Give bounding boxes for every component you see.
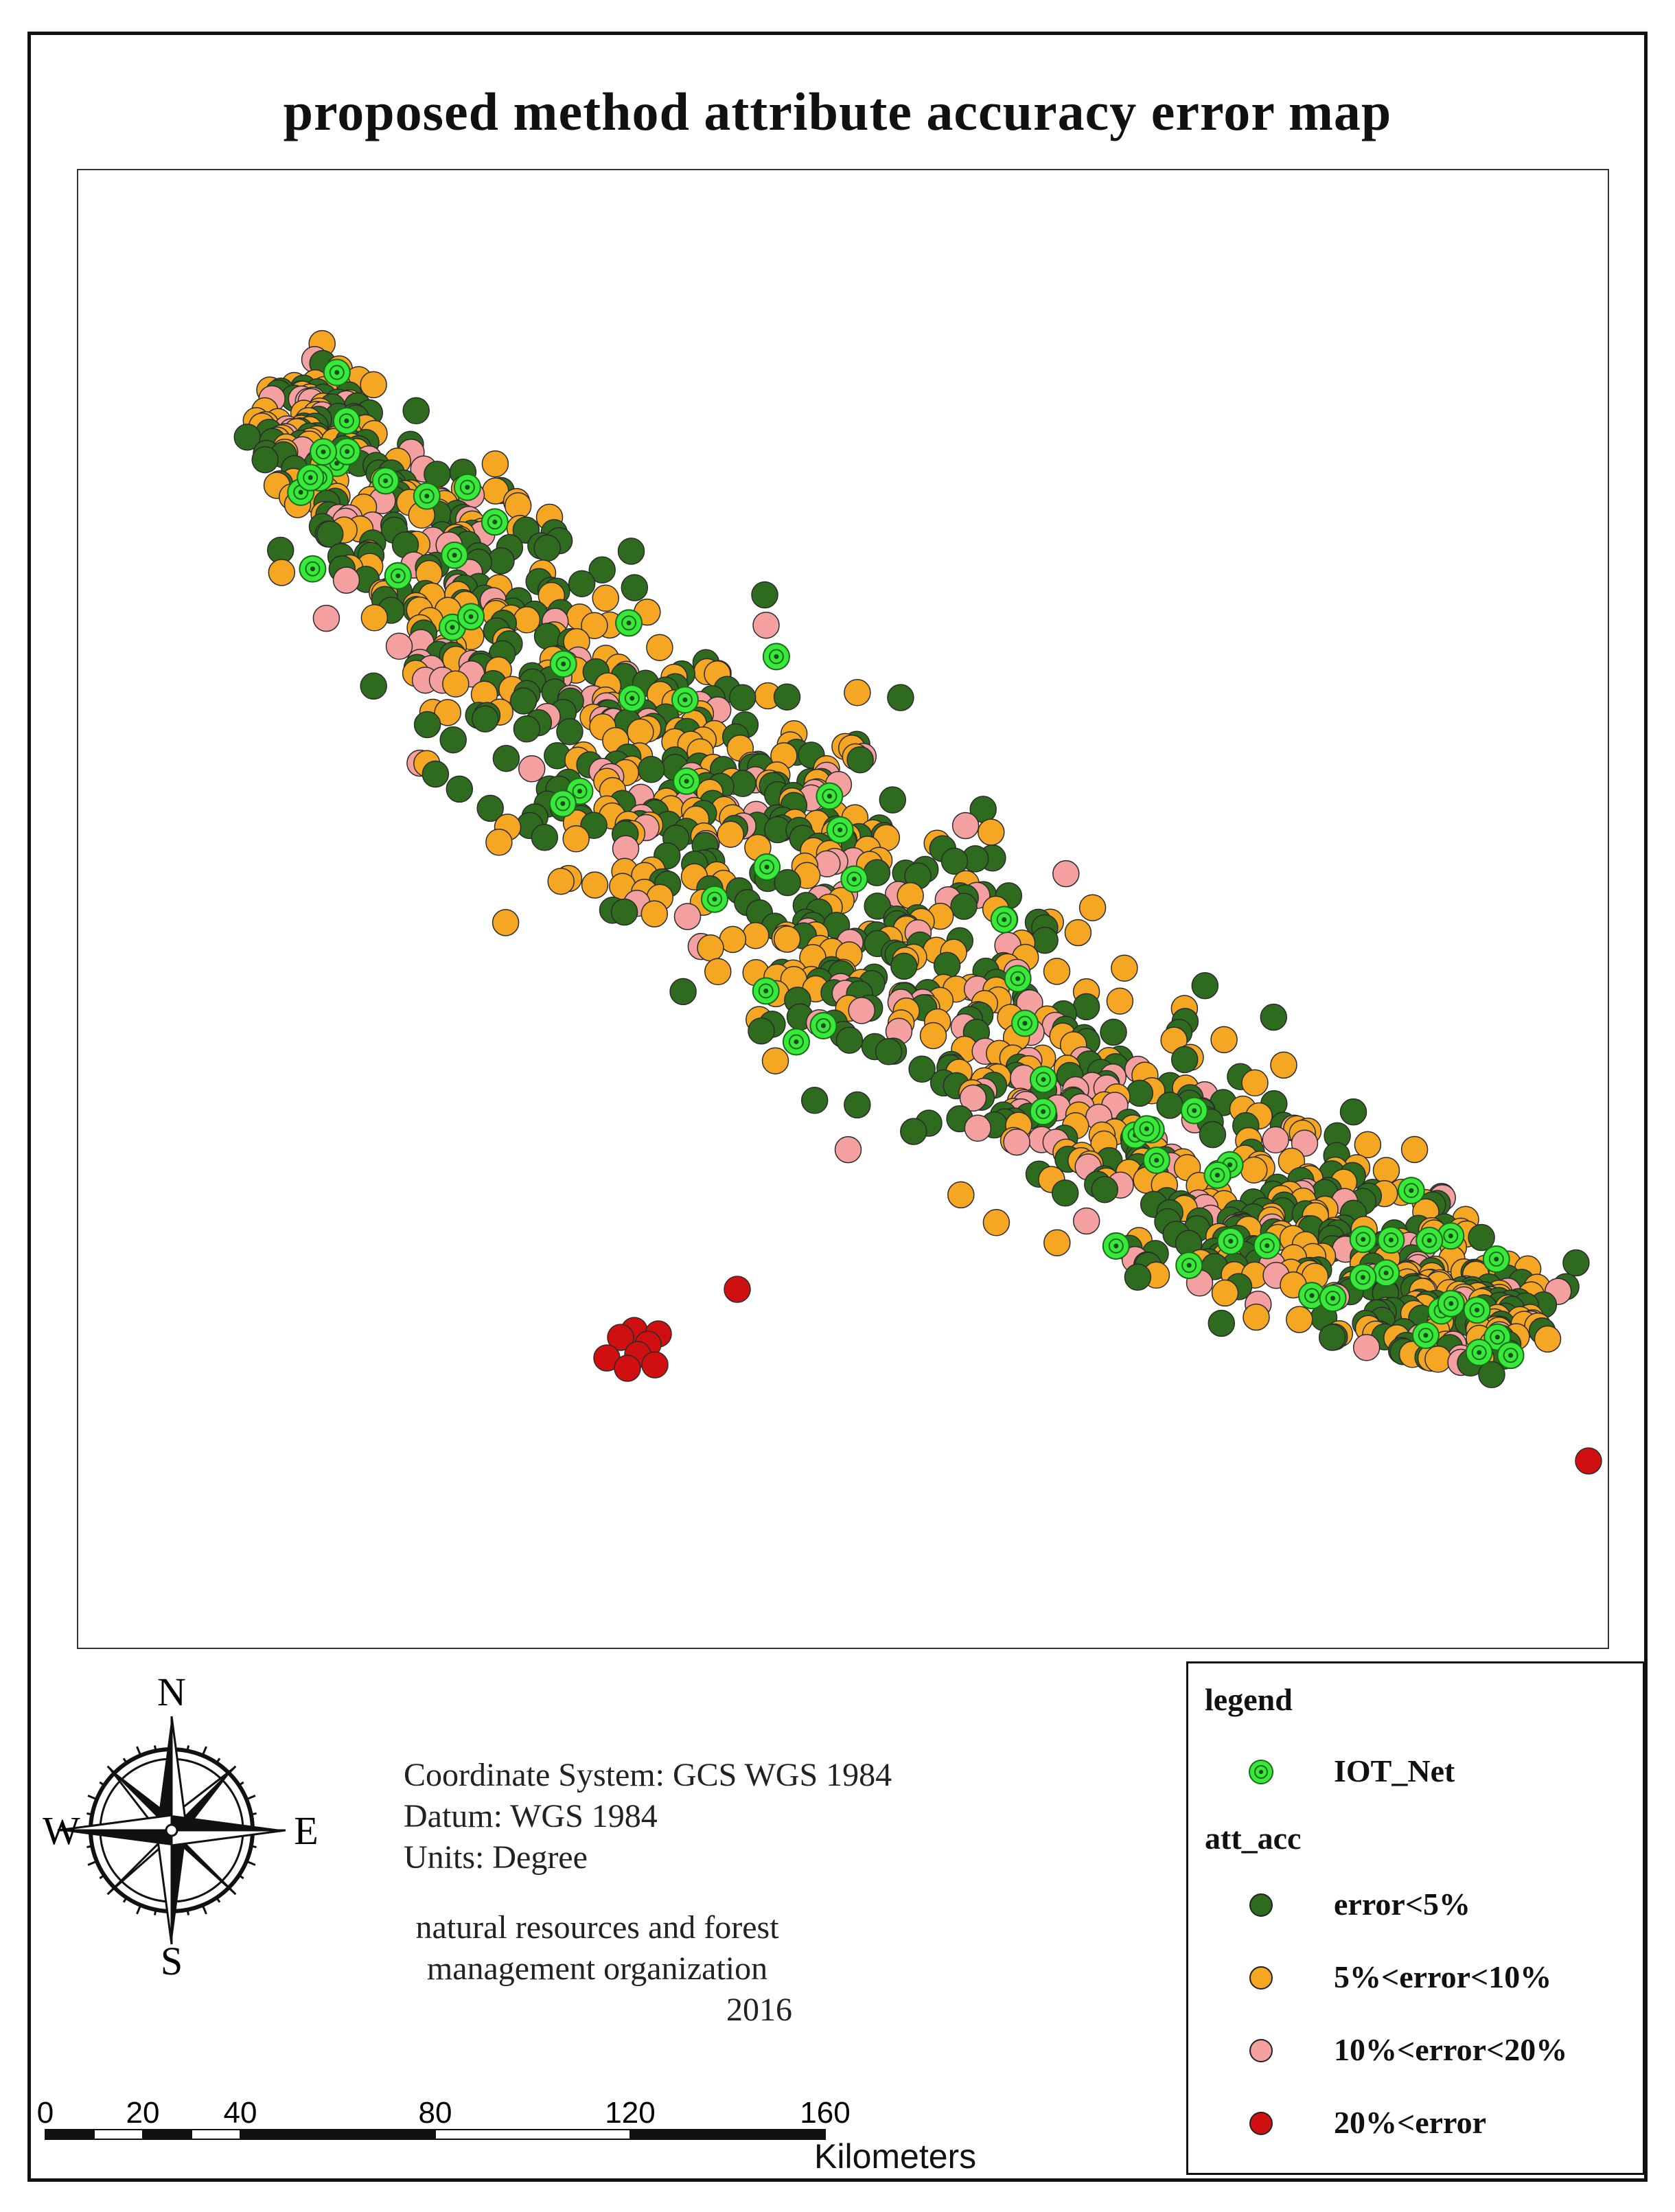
sample-point bbox=[511, 688, 537, 714]
compass-w-label: W bbox=[43, 1808, 80, 1853]
iot-net-station[interactable] bbox=[551, 651, 577, 677]
legend-label-class-4: 20%<error bbox=[1334, 2105, 1487, 2140]
sample-point bbox=[1211, 1026, 1237, 1052]
sample-point bbox=[1004, 1129, 1030, 1155]
sample-point bbox=[627, 719, 654, 745]
sample-point bbox=[675, 903, 701, 930]
scale-bar-segment bbox=[240, 2130, 435, 2139]
sample-point bbox=[717, 821, 743, 847]
iot-net-station[interactable] bbox=[1438, 1291, 1464, 1317]
sample-point bbox=[1402, 1136, 1428, 1162]
sample-point bbox=[313, 606, 339, 632]
sample-point bbox=[864, 860, 890, 886]
iot-net-station[interactable] bbox=[841, 866, 867, 892]
iot-net-station[interactable] bbox=[1012, 1010, 1038, 1036]
legend-row-class-4 bbox=[1188, 2103, 1643, 2144]
sample-point bbox=[705, 958, 731, 984]
sample-point bbox=[753, 612, 779, 638]
sample-point bbox=[514, 607, 540, 633]
iot-net-station[interactable] bbox=[753, 978, 779, 1004]
sample-point bbox=[983, 1210, 1009, 1236]
iot-net-station[interactable] bbox=[1144, 1147, 1170, 1173]
sample-point bbox=[519, 756, 545, 782]
iot-net-station[interactable] bbox=[297, 465, 323, 491]
sample-point bbox=[1468, 1225, 1494, 1251]
scale-tick-label: 120 bbox=[605, 2096, 656, 2130]
iot-net-station[interactable] bbox=[1498, 1342, 1524, 1368]
scale-tick-label: 0 bbox=[36, 2096, 54, 2130]
iot-net-station[interactable] bbox=[1181, 1098, 1208, 1124]
map-frame[interactable] bbox=[77, 169, 1609, 1649]
coordinate-system-text: Coordinate System: GCS WGS 1984 bbox=[404, 1757, 892, 1793]
iot-net-station[interactable] bbox=[1030, 1098, 1056, 1125]
sample-point bbox=[415, 712, 441, 738]
iot-net-station[interactable] bbox=[1416, 1228, 1442, 1254]
sample-point bbox=[1563, 1250, 1589, 1276]
sample-point bbox=[612, 899, 638, 925]
scale-bar bbox=[21, 2096, 851, 2169]
iot-net-station[interactable] bbox=[334, 408, 360, 434]
class-4-swatch-icon bbox=[1247, 2110, 1275, 2137]
scale-bar-segment bbox=[192, 2130, 240, 2139]
sample-point bbox=[743, 923, 769, 949]
scale-bar-segment bbox=[94, 2130, 143, 2139]
iot-net-station[interactable] bbox=[1350, 1226, 1376, 1252]
scale-bar-segment bbox=[45, 2130, 94, 2139]
sample-point bbox=[563, 826, 589, 852]
iot-net-station[interactable] bbox=[1176, 1252, 1202, 1278]
sample-point bbox=[1286, 1306, 1313, 1333]
sample-point bbox=[752, 582, 778, 608]
sample-point bbox=[360, 673, 386, 699]
compass-tick bbox=[251, 1813, 257, 1814]
sample-point bbox=[403, 398, 429, 424]
legend-label-class-3: 10%<error<20% bbox=[1334, 2032, 1568, 2067]
sample-point bbox=[641, 901, 667, 927]
sample-point bbox=[482, 451, 508, 477]
sample-point bbox=[493, 910, 519, 936]
class-1-swatch-icon bbox=[1247, 1891, 1275, 1919]
sample-point bbox=[697, 935, 724, 961]
iot-net-station[interactable] bbox=[1378, 1227, 1404, 1253]
sample-point bbox=[763, 1048, 789, 1074]
scale-tick-label: 40 bbox=[223, 2096, 257, 2130]
iot-net-station[interactable] bbox=[1218, 1228, 1244, 1254]
sample-point bbox=[1052, 1180, 1078, 1206]
class-3-swatch-icon bbox=[1247, 2037, 1275, 2064]
sample-point bbox=[1074, 993, 1100, 1019]
compass-tick bbox=[154, 1910, 156, 1915]
sample-point bbox=[268, 560, 294, 586]
iot-net-station[interactable] bbox=[458, 603, 484, 630]
sample-point bbox=[901, 1118, 927, 1144]
sample-point bbox=[1157, 1092, 1183, 1118]
iot-net-station[interactable] bbox=[810, 1013, 836, 1039]
legend-row-iot bbox=[1188, 1751, 1643, 1793]
iot-net-station[interactable] bbox=[754, 854, 780, 880]
sample-point bbox=[1111, 955, 1137, 981]
iot-net-station[interactable] bbox=[324, 359, 350, 385]
iot-net-station[interactable] bbox=[1254, 1232, 1280, 1258]
iot-net-station[interactable] bbox=[441, 542, 467, 568]
legend-att-heading: att_acc bbox=[1205, 1821, 1302, 1856]
iot-net-station[interactable] bbox=[385, 563, 411, 589]
sample-point bbox=[621, 575, 647, 601]
sample-point bbox=[774, 684, 800, 710]
scale-tick-label: 160 bbox=[800, 2096, 851, 2130]
sample-point bbox=[891, 953, 917, 979]
sample-point bbox=[1243, 1304, 1269, 1330]
sample-point bbox=[847, 747, 873, 773]
sample-point bbox=[1319, 1324, 1345, 1350]
iot-net-station[interactable] bbox=[482, 509, 508, 535]
sample-point bbox=[1074, 1208, 1100, 1234]
sample-point bbox=[1192, 973, 1218, 999]
iot-net-station[interactable] bbox=[673, 768, 700, 794]
iot-net-station[interactable] bbox=[702, 886, 728, 912]
sample-point bbox=[1124, 1264, 1151, 1290]
sample-point bbox=[252, 447, 278, 473]
compass-e-label: E bbox=[294, 1808, 319, 1853]
iot-net-station[interactable] bbox=[454, 474, 481, 500]
sample-point bbox=[513, 716, 540, 742]
iot-net-station[interactable] bbox=[1103, 1233, 1129, 1259]
sample-point bbox=[443, 671, 469, 697]
scale-bar-segment bbox=[435, 2130, 630, 2139]
iot-net-station[interactable] bbox=[991, 907, 1017, 933]
iot-net-station[interactable] bbox=[827, 817, 853, 843]
sample-point bbox=[921, 1023, 947, 1049]
units-text: Units: Degree bbox=[404, 1839, 588, 1876]
sample-point bbox=[1242, 1070, 1268, 1096]
north-arrow-compass bbox=[41, 1670, 330, 1983]
sample-point bbox=[953, 813, 979, 839]
sample-point bbox=[978, 819, 1004, 845]
sample-point bbox=[848, 998, 875, 1024]
sample-point bbox=[724, 1276, 750, 1302]
iot-net-station[interactable] bbox=[816, 783, 842, 809]
sample-point bbox=[493, 746, 519, 772]
sample-point bbox=[1199, 1122, 1225, 1148]
sample-point bbox=[582, 872, 608, 898]
compass-tick bbox=[251, 1846, 257, 1847]
iot-net-station[interactable] bbox=[1320, 1285, 1346, 1311]
iot-net-station[interactable] bbox=[672, 687, 698, 713]
iot-net-station[interactable] bbox=[763, 643, 789, 669]
sample-point bbox=[876, 1039, 902, 1065]
organization-credit bbox=[398, 1907, 796, 2031]
iot-net-station[interactable] bbox=[1413, 1322, 1439, 1348]
iot-net-station[interactable] bbox=[1030, 1066, 1056, 1092]
scale-tick-label: 20 bbox=[126, 2096, 160, 2130]
sample-point bbox=[360, 371, 386, 398]
sample-point bbox=[837, 1027, 863, 1053]
legend-row-class-2 bbox=[1188, 1957, 1643, 1998]
datum-text: Datum: WGS 1984 bbox=[404, 1798, 658, 1834]
class-2-swatch-icon bbox=[1247, 1964, 1275, 1992]
scale-bar-segment bbox=[630, 2130, 825, 2139]
compass-tick bbox=[187, 1745, 189, 1751]
sample-point bbox=[1262, 1127, 1289, 1153]
sample-point bbox=[548, 868, 574, 895]
map-title: proposed method attribute accuracy error map bbox=[283, 82, 1392, 141]
sample-point bbox=[1271, 1052, 1297, 1078]
sample-point bbox=[1208, 1311, 1234, 1337]
compass-tick bbox=[187, 1910, 189, 1915]
iot-net-station[interactable] bbox=[1464, 1297, 1490, 1323]
sample-point bbox=[1065, 920, 1091, 946]
org-line-2: management organization bbox=[426, 1950, 768, 1987]
iot-net-station[interactable] bbox=[619, 685, 645, 711]
iot-net-station[interactable] bbox=[1398, 1177, 1424, 1203]
sample-point bbox=[638, 757, 665, 783]
sample-point bbox=[1354, 1131, 1381, 1157]
compass-rose-icon bbox=[58, 1716, 286, 1944]
sample-point bbox=[730, 684, 756, 711]
legend-label-iot: IOT_Net bbox=[1334, 1753, 1455, 1788]
scale-bar-segment bbox=[143, 2130, 192, 2139]
sample-point bbox=[1127, 1080, 1153, 1106]
iot-net-station[interactable] bbox=[550, 791, 576, 817]
sample-point bbox=[1100, 1019, 1127, 1046]
sample-point bbox=[1575, 1448, 1602, 1474]
sample-point bbox=[1212, 1280, 1238, 1306]
sample-point bbox=[1107, 988, 1133, 1014]
sample-point bbox=[1080, 895, 1106, 921]
compass-s-label: S bbox=[160, 1939, 183, 1983]
legend-label-class-2: 5%<error<10% bbox=[1334, 1959, 1552, 1994]
sample-point bbox=[951, 893, 977, 919]
iot-net-station[interactable] bbox=[1466, 1339, 1492, 1366]
sample-point bbox=[361, 605, 387, 631]
iot-net-station[interactable] bbox=[1373, 1260, 1399, 1286]
sample-point bbox=[334, 567, 360, 593]
sample-point bbox=[642, 1352, 668, 1378]
sample-point bbox=[1425, 1346, 1451, 1372]
sample-point bbox=[748, 1018, 774, 1044]
sample-point bbox=[1044, 958, 1070, 984]
sample-point bbox=[879, 787, 905, 813]
sample-point bbox=[505, 493, 531, 519]
sample-point bbox=[531, 825, 557, 851]
sample-point bbox=[557, 719, 583, 745]
sample-point bbox=[1241, 1157, 1267, 1183]
iot-net-station[interactable] bbox=[783, 1028, 809, 1055]
sample-point bbox=[888, 684, 914, 711]
sample-point bbox=[844, 680, 870, 706]
iot-net-station[interactable] bbox=[310, 439, 336, 465]
coordinate-info bbox=[404, 1755, 892, 1878]
map-canvas[interactable] bbox=[78, 170, 1608, 1648]
iot-net-station[interactable] bbox=[1005, 965, 1031, 991]
sample-point bbox=[614, 1355, 640, 1381]
iot-net-station[interactable] bbox=[373, 468, 399, 494]
sample-point bbox=[647, 634, 673, 660]
iot-net-station[interactable] bbox=[616, 610, 642, 636]
sample-point bbox=[835, 1137, 862, 1163]
legend-label-class-1: error<5% bbox=[1334, 1887, 1471, 1922]
compass-tick bbox=[86, 1813, 92, 1814]
sample-point bbox=[844, 1092, 870, 1118]
sample-point bbox=[1044, 1230, 1070, 1256]
sample-point bbox=[670, 978, 696, 1004]
compass-n-label: N bbox=[157, 1670, 186, 1714]
legend-box bbox=[1186, 1661, 1645, 2175]
sample-point bbox=[486, 829, 512, 855]
sample-point bbox=[1172, 1046, 1198, 1072]
sample-point bbox=[619, 538, 645, 564]
compass-tick bbox=[86, 1846, 92, 1847]
sample-point bbox=[948, 1182, 974, 1208]
sample-point bbox=[592, 585, 619, 611]
sample-point bbox=[1053, 861, 1079, 887]
sample-point bbox=[569, 571, 595, 597]
sample-point bbox=[774, 926, 800, 952]
iot-net-station[interactable] bbox=[299, 556, 325, 582]
iot-net-symbol-icon bbox=[1247, 1758, 1275, 1786]
org-line-1: natural resources and forest bbox=[415, 1909, 779, 1946]
sample-point bbox=[472, 706, 498, 732]
scale-tick-label: 80 bbox=[418, 2096, 452, 2130]
iot-net-station[interactable] bbox=[1483, 1246, 1510, 1272]
legend-row-class-3 bbox=[1188, 2030, 1643, 2071]
iot-net-station[interactable] bbox=[414, 483, 440, 509]
sample-point bbox=[964, 1115, 991, 1141]
sample-point bbox=[1341, 1099, 1367, 1125]
legend-row-class-1 bbox=[1188, 1885, 1643, 1926]
sample-point bbox=[534, 535, 560, 561]
sample-point bbox=[440, 727, 466, 753]
sample-point bbox=[446, 776, 472, 802]
sample-point bbox=[1354, 1335, 1380, 1361]
sample-point bbox=[1091, 1177, 1118, 1203]
iot-net-station[interactable] bbox=[1204, 1162, 1230, 1188]
compass-tick bbox=[154, 1745, 156, 1751]
sample-point bbox=[422, 761, 448, 787]
sample-point bbox=[386, 633, 413, 659]
iot-net-station[interactable] bbox=[1133, 1116, 1159, 1142]
sample-point bbox=[1260, 1004, 1286, 1030]
sample-point bbox=[802, 1087, 828, 1114]
sample-point bbox=[1535, 1326, 1561, 1352]
iot-net-station[interactable] bbox=[1350, 1265, 1376, 1291]
scale-unit-label: Kilometers bbox=[814, 2137, 977, 2176]
sample-point bbox=[942, 848, 968, 874]
legend-heading: legend bbox=[1205, 1682, 1293, 1717]
iot-net-station[interactable] bbox=[334, 439, 360, 465]
org-year: 2016 bbox=[726, 1992, 792, 2028]
